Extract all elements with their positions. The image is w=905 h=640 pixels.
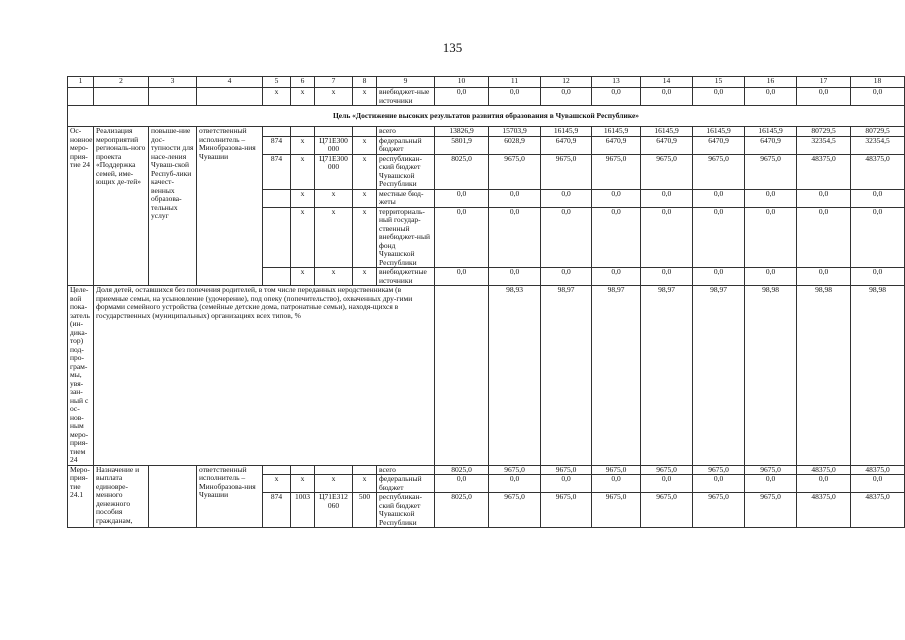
cell-value: 0,0 bbox=[851, 189, 905, 207]
cell-section: 1003 bbox=[291, 493, 315, 528]
cell-value: 15703,9 bbox=[489, 127, 541, 137]
event-goal: повыше-ние дос-тупности для насе-ления Чуваш-ской Респуб-лики качест-венных образова-тельных услуг bbox=[149, 127, 197, 286]
cell-section: x bbox=[291, 154, 315, 189]
cell-value: 0,0 bbox=[489, 268, 541, 286]
page-number: 135 bbox=[442, 40, 463, 55]
cell-expense-type: x bbox=[353, 154, 377, 189]
cell-value: 80729,5 bbox=[797, 127, 851, 137]
cell-value: 0,0 bbox=[797, 189, 851, 207]
cell-grbs bbox=[263, 127, 291, 137]
cell-value: 98,98 bbox=[851, 286, 905, 466]
cell-value: 32354,5 bbox=[851, 136, 905, 154]
cell-value: 9675,0 bbox=[641, 154, 693, 189]
cell-value: 0,0 bbox=[541, 475, 592, 493]
cell-value: 8025,0 bbox=[435, 493, 489, 528]
empty-cell bbox=[435, 286, 489, 466]
column-number: 8 bbox=[353, 77, 377, 88]
cell-funding-source: всего bbox=[377, 465, 435, 475]
empty-cell bbox=[68, 88, 94, 106]
cell-value: 0,0 bbox=[693, 268, 745, 286]
cell-value: 9675,0 bbox=[489, 465, 541, 475]
event-executor: ответственный исполнитель – Минобразова-ния Чувашии bbox=[197, 127, 263, 286]
cell-value: 9675,0 bbox=[541, 493, 592, 528]
cell-value: 0,0 bbox=[693, 475, 745, 493]
cell-value: 8025,0 bbox=[435, 465, 489, 475]
cell-value: 0,0 bbox=[489, 189, 541, 207]
cell-value: 0,0 bbox=[641, 268, 693, 286]
cell-value: 0,0 bbox=[592, 207, 641, 268]
cell-value: 9675,0 bbox=[641, 493, 693, 528]
column-number: 11 bbox=[489, 77, 541, 88]
cell-section: x bbox=[291, 136, 315, 154]
cell-funding-source: внебюджетные источники bbox=[377, 268, 435, 286]
cell-value: 80729,5 bbox=[851, 127, 905, 137]
table-row bbox=[68, 127, 905, 137]
cell-grbs: 874 bbox=[263, 136, 291, 154]
cell-value: 5801,9 bbox=[435, 136, 489, 154]
cell-value: 48375,0 bbox=[797, 465, 851, 475]
cell-value: 98,97 bbox=[541, 286, 592, 466]
cell-value: 32354,5 bbox=[797, 136, 851, 154]
cell-value: 0,0 bbox=[435, 189, 489, 207]
cell-expense-type: x bbox=[353, 207, 377, 268]
cell-value: 0,0 bbox=[745, 88, 797, 106]
column-number: 9 bbox=[377, 77, 435, 88]
goal-title: Цель «Достижение высоких результатов развития образования в Чувашской Республике» bbox=[68, 106, 905, 127]
event-executor: ответственный исполнитель – Минобразова-ния Чувашии bbox=[197, 465, 263, 528]
cell-value: 0,0 bbox=[693, 88, 745, 106]
cell-value: 98,93 bbox=[489, 286, 541, 466]
cell-value: 0,0 bbox=[797, 88, 851, 106]
cell-value: 0,0 bbox=[541, 88, 592, 106]
cell-value: 8025,0 bbox=[435, 154, 489, 189]
cell-value: 48375,0 bbox=[797, 154, 851, 189]
cell-target-article: Ц71Е300 000 bbox=[315, 154, 353, 189]
cell-expense-type: x bbox=[353, 136, 377, 154]
cell-grbs: 874 bbox=[263, 154, 291, 189]
cell-value: 9675,0 bbox=[592, 465, 641, 475]
cell-expense-type: x bbox=[353, 88, 377, 106]
event-name: Назначение и выплата единовре-менного денежного пособия гражданам, bbox=[94, 465, 149, 528]
cell-grbs bbox=[263, 189, 291, 207]
cell-value: 0,0 bbox=[745, 475, 797, 493]
event-name: Реализация мероприятий региональ-ного проекта «Поддержка семей, име-ющих де-тей» bbox=[94, 127, 149, 286]
cell-section: x bbox=[291, 268, 315, 286]
column-number: 18 bbox=[851, 77, 905, 88]
cell-funding-source: республикан-ский бюджет Чувашской Республики bbox=[377, 493, 435, 528]
cell-value: 16145,9 bbox=[592, 127, 641, 137]
cell-grbs: x bbox=[263, 88, 291, 106]
column-number: 15 bbox=[693, 77, 745, 88]
indicator-text: Доля детей, оставшихся без попечения родителей, в том числе переданных неродственникам (в приемные семьи, на усыновление (удочерение), под опеку (попечительство), охваченных дру-гими формами семейного устройства (семейные детские дома, патронатные семьи), находя-щихся в государственных (муниципальных) организациях всех типов, % bbox=[94, 286, 435, 466]
cell-target-article: Ц71Е300 000 bbox=[315, 136, 353, 154]
cell-expense-type bbox=[353, 465, 377, 475]
cell-target-article: x bbox=[315, 207, 353, 268]
cell-value: 0,0 bbox=[745, 189, 797, 207]
cell-value: 0,0 bbox=[851, 88, 905, 106]
cell-value: 0,0 bbox=[797, 475, 851, 493]
cell-section bbox=[291, 465, 315, 475]
cell-value: 9675,0 bbox=[541, 465, 592, 475]
cell-grbs bbox=[263, 207, 291, 268]
cell-value: 0,0 bbox=[745, 207, 797, 268]
column-number: 13 bbox=[592, 77, 641, 88]
cell-value: 9675,0 bbox=[641, 465, 693, 475]
cell-section: x bbox=[291, 189, 315, 207]
cell-expense-type bbox=[353, 127, 377, 137]
indicator-row bbox=[68, 286, 905, 466]
cell-value: 9675,0 bbox=[745, 465, 797, 475]
cell-value: 0,0 bbox=[797, 207, 851, 268]
cell-value: 6470,9 bbox=[541, 136, 592, 154]
cell-funding-source: федеральный бюджет bbox=[377, 136, 435, 154]
column-number: 3 bbox=[149, 77, 197, 88]
header-row bbox=[68, 77, 905, 88]
cell-value: 48375,0 bbox=[851, 493, 905, 528]
cell-value: 0,0 bbox=[693, 189, 745, 207]
cell-value: 0,0 bbox=[541, 189, 592, 207]
goal-row bbox=[68, 106, 905, 127]
cell-value: 98,97 bbox=[641, 286, 693, 466]
cell-value: 0,0 bbox=[592, 189, 641, 207]
cell-target-article: Ц71Е312 060 bbox=[315, 493, 353, 528]
cell-value: 16145,9 bbox=[693, 127, 745, 137]
cell-value: 0,0 bbox=[489, 207, 541, 268]
cell-value: 48375,0 bbox=[851, 465, 905, 475]
cell-target-article: x bbox=[315, 475, 353, 493]
cell-funding-source: местные бюд-жеты bbox=[377, 189, 435, 207]
cell-value: 6470,9 bbox=[745, 136, 797, 154]
cell-value: 9675,0 bbox=[745, 493, 797, 528]
cell-value: 0,0 bbox=[592, 88, 641, 106]
cell-value: 6470,9 bbox=[592, 136, 641, 154]
cell-grbs: x bbox=[263, 475, 291, 493]
cell-section: x bbox=[291, 88, 315, 106]
column-number: 14 bbox=[641, 77, 693, 88]
cell-value: 13826,9 bbox=[435, 127, 489, 137]
cell-value: 6470,9 bbox=[641, 136, 693, 154]
cell-funding-source: территориаль-ный государ-ственный внебюджет-ный фонд Чувашской Республики bbox=[377, 207, 435, 268]
cell-value: 16145,9 bbox=[541, 127, 592, 137]
cell-funding-source: внебюджет-ные источники bbox=[377, 88, 435, 106]
cell-funding-source: всего bbox=[377, 127, 435, 137]
cell-expense-type: x bbox=[353, 268, 377, 286]
column-number: 12 bbox=[541, 77, 592, 88]
cell-target-article: x bbox=[315, 189, 353, 207]
cell-value: 0,0 bbox=[851, 475, 905, 493]
cell-value: 0,0 bbox=[693, 207, 745, 268]
column-number: 5 bbox=[263, 77, 291, 88]
cell-value: 9675,0 bbox=[693, 493, 745, 528]
cell-value: 0,0 bbox=[641, 475, 693, 493]
cell-value: 9675,0 bbox=[489, 154, 541, 189]
cell-value: 48375,0 bbox=[851, 154, 905, 189]
cell-funding-source: федеральный бюджет bbox=[377, 475, 435, 493]
cell-expense-type: 500 bbox=[353, 493, 377, 528]
cell-value: 6028,9 bbox=[489, 136, 541, 154]
cell-value: 16145,9 bbox=[641, 127, 693, 137]
event-label: Ос-новное меро-прия-тие 24 bbox=[68, 127, 94, 286]
cell-value: 0,0 bbox=[435, 475, 489, 493]
column-number: 17 bbox=[797, 77, 851, 88]
cell-value: 0,0 bbox=[489, 88, 541, 106]
cell-value: 9675,0 bbox=[592, 493, 641, 528]
column-number: 6 bbox=[291, 77, 315, 88]
cell-value: 0,0 bbox=[851, 207, 905, 268]
cell-section: x bbox=[291, 475, 315, 493]
cell-value: 9675,0 bbox=[489, 493, 541, 528]
cell-expense-type: x bbox=[353, 189, 377, 207]
column-number: 10 bbox=[435, 77, 489, 88]
cell-value: 98,97 bbox=[693, 286, 745, 466]
cell-section bbox=[291, 127, 315, 137]
table-row bbox=[68, 465, 905, 475]
cell-value: 98,98 bbox=[797, 286, 851, 466]
cell-grbs bbox=[263, 268, 291, 286]
cell-value: 0,0 bbox=[851, 268, 905, 286]
empty-cell bbox=[197, 88, 263, 106]
column-number: 1 bbox=[68, 77, 94, 88]
cell-value: 0,0 bbox=[435, 268, 489, 286]
cell-value: 0,0 bbox=[641, 88, 693, 106]
empty-cell bbox=[94, 88, 149, 106]
empty-cell bbox=[149, 465, 197, 528]
cell-target-article bbox=[315, 127, 353, 137]
cell-value: 0,0 bbox=[797, 268, 851, 286]
financing-table bbox=[67, 76, 905, 528]
column-number: 4 bbox=[197, 77, 263, 88]
cell-value: 0,0 bbox=[435, 88, 489, 106]
cell-value: 0,0 bbox=[745, 268, 797, 286]
cell-value: 9675,0 bbox=[592, 154, 641, 189]
cell-grbs bbox=[263, 465, 291, 475]
cell-value: 16145,9 bbox=[745, 127, 797, 137]
cell-value: 6470,9 bbox=[693, 136, 745, 154]
cell-target-article bbox=[315, 465, 353, 475]
table-row bbox=[68, 88, 905, 106]
cell-value: 48375,0 bbox=[797, 493, 851, 528]
cell-value: 0,0 bbox=[541, 268, 592, 286]
cell-grbs: 874 bbox=[263, 493, 291, 528]
cell-value: 0,0 bbox=[541, 207, 592, 268]
cell-value: 9675,0 bbox=[693, 465, 745, 475]
cell-value: 0,0 bbox=[592, 268, 641, 286]
cell-value: 0,0 bbox=[435, 207, 489, 268]
cell-value: 9675,0 bbox=[693, 154, 745, 189]
indicator-label: Целе-вой пока-затель (ин-дика-тор) под-про-грам-мы, увя-зан-ный с ос-нов-ным меро-прия-тием 24 bbox=[68, 286, 94, 466]
event-label: Меро-прия-тие 24.1 bbox=[68, 465, 94, 528]
cell-target-article: x bbox=[315, 88, 353, 106]
column-number: 7 bbox=[315, 77, 353, 88]
cell-value: 9675,0 bbox=[745, 154, 797, 189]
cell-value: 0,0 bbox=[641, 189, 693, 207]
column-number: 16 bbox=[745, 77, 797, 88]
cell-value: 9675,0 bbox=[541, 154, 592, 189]
cell-value: 98,97 bbox=[592, 286, 641, 466]
cell-target-article: x bbox=[315, 268, 353, 286]
cell-section: x bbox=[291, 207, 315, 268]
cell-value: 0,0 bbox=[489, 475, 541, 493]
cell-value: 0,0 bbox=[641, 207, 693, 268]
cell-value: 0,0 bbox=[592, 475, 641, 493]
column-number: 2 bbox=[94, 77, 149, 88]
cell-value: 98,98 bbox=[745, 286, 797, 466]
empty-cell bbox=[149, 88, 197, 106]
cell-expense-type: x bbox=[353, 475, 377, 493]
cell-funding-source: республикан-ский бюджет Чувашской Республики bbox=[377, 154, 435, 189]
